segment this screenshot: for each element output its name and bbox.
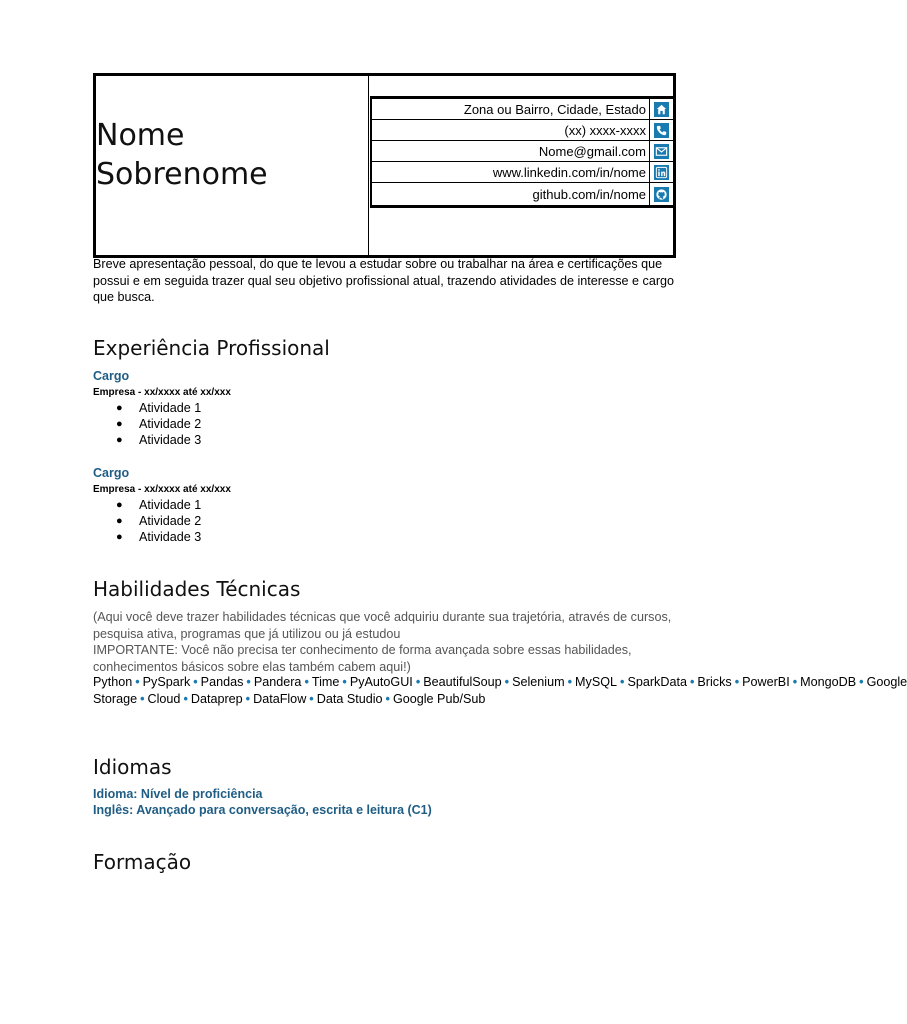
contact-row-phone (372, 120, 673, 141)
job-title: Cargo (93, 466, 130, 480)
github-icon (654, 187, 669, 202)
skill-separator: • (567, 675, 573, 689)
skill-separator: • (245, 691, 251, 706)
skill-item: Bricks (697, 675, 732, 689)
job-company: Empresa - xx/xxxx até xx/xxx (93, 484, 231, 495)
list-item: ● Atividade 1 (116, 401, 202, 415)
skill-item: MySQL (575, 675, 618, 689)
job-title: Cargo (93, 369, 130, 383)
skill-separator: • (135, 675, 140, 689)
skill-separator: • (342, 675, 347, 689)
languages-heading: Idiomas (93, 755, 172, 779)
skill-item: MongoDB (800, 675, 857, 689)
linkedin-text: www.linkedin.com/in/nome (492, 164, 646, 180)
language-line: Idioma: Nível de proficiência (93, 787, 263, 801)
skills-note-text: (Aqui você deve trazer habilidades técnicas que você adquiriu durante sua trajetória, através de cursos, pesquisa ativa, programas que já utilizou ou já estudou (93, 610, 672, 641)
contact-row-linkedin (372, 162, 673, 183)
skill-separator: • (415, 675, 421, 689)
skill-separator: • (689, 675, 695, 689)
home-icon (654, 102, 669, 117)
skill-item: Time (311, 675, 340, 689)
job-company: Empresa - xx/xxxx até xx/xxx (93, 387, 231, 398)
linkedin-icon (654, 165, 669, 180)
skill-separator: • (140, 691, 145, 706)
email-icon (654, 144, 669, 159)
skill-item: PyAutoGUI (349, 675, 413, 689)
header-box (93, 73, 676, 258)
github-text: github.com/in/nome (532, 186, 646, 202)
skill-item: Google Pub/Sub (392, 691, 486, 706)
phone-icon (654, 123, 669, 138)
skills-important-text: IMPORTANTE: Você não precisa ter conhecimento de forma avançada sobre essas habilidades, conhecimentos básicos sobre elas também cabem aqui!) (93, 643, 632, 674)
skill-item: Python (93, 675, 133, 689)
email-text: Nome@gmail.com (538, 143, 646, 159)
skill-item: BeautifulSoup (423, 675, 502, 689)
skills-list (93, 674, 907, 707)
list-item: ● Atividade 3 (116, 433, 202, 448)
activity-list (116, 497, 201, 546)
skill-item: DataFlow (253, 691, 307, 706)
skill-separator: • (193, 675, 198, 689)
skill-separator: • (734, 675, 740, 689)
experience-heading: Experiência Profissional (93, 336, 330, 360)
language-line: Inglês: Avançado para conversação, escrita e leitura (C1) (93, 803, 432, 817)
skill-separator: • (246, 675, 251, 689)
skills-note (93, 609, 678, 675)
skill-separator: • (859, 675, 864, 689)
skill-separator: • (385, 691, 390, 706)
skill-separator: • (792, 675, 798, 689)
skill-separator: • (504, 675, 510, 689)
list-item: ● Atividade 2 (116, 417, 202, 432)
activity-list (116, 400, 201, 449)
skill-item: Pandas (200, 675, 244, 689)
full-name (96, 116, 268, 194)
skill-item: PySpark (142, 675, 191, 689)
skill-separator: • (304, 675, 309, 689)
last-name: Sobrenome (96, 157, 268, 192)
address-text: Zona ou Bairro, Cidade, Estado (463, 101, 646, 117)
skill-item: Dataprep (190, 691, 243, 706)
contact-table (370, 96, 673, 208)
skill-item: Selenium (512, 675, 565, 689)
skill-item: Cloud (147, 691, 181, 706)
list-item: ● Atividade 1 (116, 498, 202, 512)
skill-item: SparkData (627, 675, 687, 689)
phone-text: (xx) xxxx-xxxx (564, 122, 646, 138)
skill-item: Google Storage (93, 675, 907, 706)
skill-separator: • (620, 675, 625, 689)
skill-item: Pandera (253, 675, 302, 689)
skill-separator: • (309, 691, 314, 706)
skill-separator: • (183, 691, 188, 706)
header-divider (368, 76, 369, 255)
contact-row-github (372, 183, 673, 205)
list-item: ● Atividade 3 (116, 530, 202, 545)
intro-paragraph: Breve apresentação pessoal, do que te levou a estudar sobre ou trabalhar na área e certificações que possui e em seguida trazer qual seu objetivo profissional atual, trazendo atividades de interesse e cargo que busca. (93, 257, 675, 304)
contact-row-address (372, 99, 673, 120)
skill-item: Data Studio (316, 691, 383, 706)
skill-item: PowerBI (742, 675, 790, 689)
first-name: Nome (96, 118, 185, 153)
education-heading: Formação (93, 850, 192, 874)
list-item: ● Atividade 2 (116, 514, 202, 529)
contact-row-email (372, 141, 673, 162)
skills-heading: Habilidades Técnicas (93, 577, 301, 601)
